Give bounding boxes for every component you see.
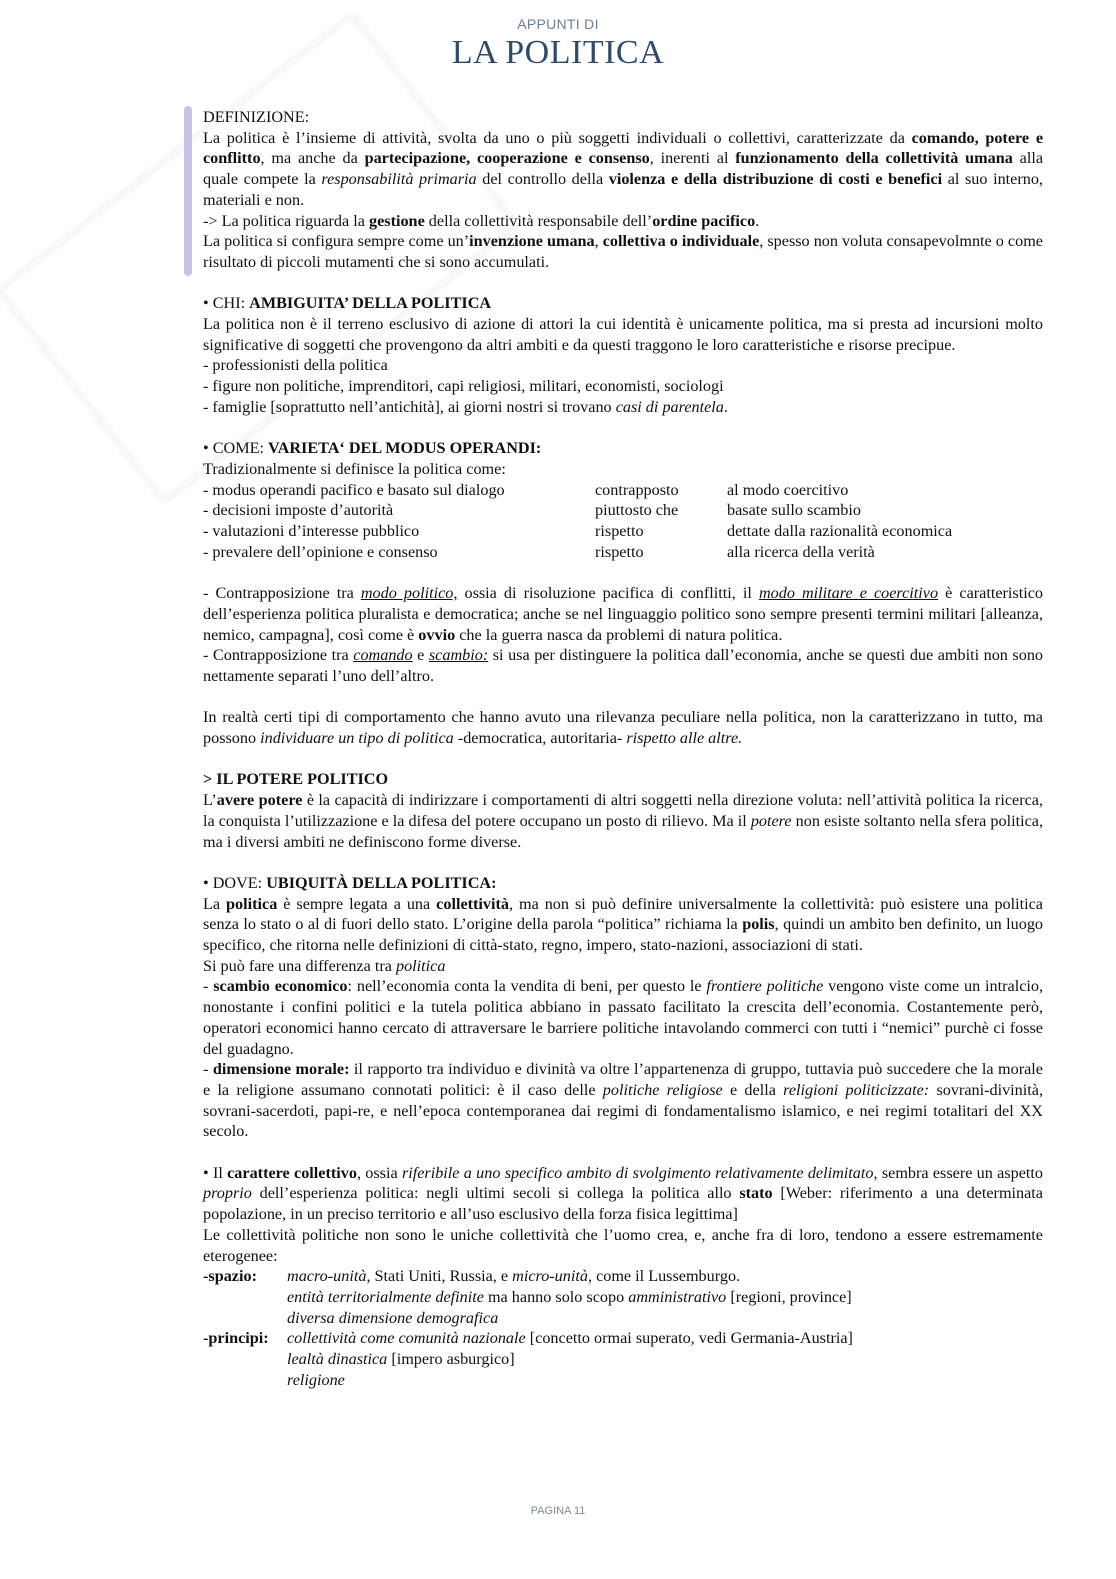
chi-list-item: - famiglie [soprattutto nell’antichità], ai giorni nostri si trovano casi di parentela. (203, 397, 728, 416)
dove-heading: • DOVE: UBIQUITÀ DELLA POLITICA: (203, 873, 497, 892)
come-paragraph-3: In realtà certi tipi di comportamento che hanno avuto una rilevanza peculiare nella politica, non la caratterizzano in tutto, ma possono individuare un tipo di politica -democratica, autoritaria- rispetto alle altre. (203, 708, 1043, 748)
come-intro: Tradizionalmente si definisce la politica come: (203, 459, 506, 478)
header-kicker: APPUNTI DI (517, 16, 599, 32)
table-cell: dettate dalla razionalità economica (727, 522, 953, 541)
table-cell: - modus operandi pacifico e basato sul dialogo (203, 480, 505, 499)
dove-paragraph-2: Si può fare una differenza tra politica (203, 956, 446, 975)
table-cell: rispetto (595, 522, 644, 541)
table-cell: contrapposto (595, 480, 679, 499)
potere-paragraph: L’avere potere è la capacità di indirizzare i comportamenti di altri soggetti nella direzione voluta: nell’attività politica la ricerca, la conquista l’utilizzazione e la difesa del potere occupano un posto di rilievo. Ma il potere non esiste soltanto nella sfera politica, ma i diversi ambiti ne definiscono forme diverse. (203, 791, 1043, 851)
collettivo-paragraph-2: Le collettività politiche non sono le uniche collettività che l’uomo crea, e, anche fra di loro, tendono a essere estremamente eterogenee: (203, 1225, 1043, 1265)
list-item: entità territorialmente definite ma hanno solo scopo amministrativo [regioni, province] (287, 1287, 852, 1306)
page-number: PAGINA 11 (530, 1505, 586, 1517)
table-cell: - valutazioni d’interesse pubblico (203, 522, 420, 541)
dove-paragraph-3: - scambio economico: nell’economia conta la vendita di beni, per questo le frontiere politiche vengono viste come un intralcio, nonostante i confini politici e la tutela politica abbiano in passato facilitato la crescita dell’economia. Costantemente però, operatori economici hanno cercato di attraversare le barriere politiche intavolando commerci con tutti i “nemici” purchè ci fosse del guadagno. (203, 977, 1044, 1058)
list-item: macro-unità, Stati Uniti, Russia, e micro-unità, come il Lussemburgo. (287, 1267, 741, 1286)
collettivo-paragraph-1: • Il carattere collettivo, ossia riferibile a uno specifico ambito di svolgimento relativamente delimitato, sembra essere un aspetto proprio dell’esperienza politica: negli ultimi secoli si collega la politica allo stato [Weber: riferimento a una determinata popolazione, in un preciso territorio e all’uso esclusivo della forza fisica legittima] (203, 1163, 1044, 1224)
document-body (203, 107, 1043, 1390)
chi-heading: • CHI: AMBIGUITA’ DELLA POLITICA (203, 294, 492, 313)
modus-operandi-table (203, 480, 1043, 563)
list-item: religione (287, 1370, 345, 1389)
page-title: LA POLITICA (451, 34, 665, 71)
definition-highlight-bar (184, 106, 192, 276)
definizione-paragraph-2: -> La politica riguarda la gestione della collettività responsabile dell’ordine pacifico. (203, 211, 760, 230)
spazio-list (287, 1266, 1043, 1328)
definizione-heading: DEFINIZIONE: (203, 108, 310, 126)
list-item: diversa dimensione demografica (287, 1308, 499, 1327)
table-cell: - prevalere dell’opinione e consenso (203, 542, 438, 561)
chi-paragraph: La politica non è il terreno esclusivo di azione di attori la cui identità è unicamente politica, ma si presta ad incursioni molto significative di soggetti che provengono da altri ambiti e da questi traggono le loro caratteristiche e risorse precipue. (203, 315, 1043, 354)
table-cell: al modo coercitivo (727, 480, 849, 499)
principi-block (203, 1328, 1043, 1390)
spazio-block (203, 1266, 1043, 1328)
spazio-label: -spazio: (203, 1267, 257, 1286)
table-cell: alla ricerca della verità (727, 542, 875, 561)
list-item: lealtà dinastica [impero asburgico] (287, 1350, 515, 1369)
page-header (0, 16, 1116, 72)
chi-list-item: - figure non politiche, imprenditori, capi religiosi, militari, economisti, sociologi (203, 377, 724, 396)
come-paragraph-1: - Contrapposizione tra modo politico, ossia di risoluzione pacifica di conflitti, il modo militare e coercitivo è caratteristico dell’esperienza politica pluralista e democratica; anche se nel linguaggio politico sono sempre presenti termini militari [alleanza, nemico, campagna], così come è ovvio che la guerra nasca da problemi di natura politica. (203, 584, 1043, 644)
table-cell: rispetto (595, 542, 644, 561)
dove-paragraph-4: - dimensione morale: il rapporto tra individuo e divinità va oltre l’appartenenza di gruppo, tuttavia può succedere che la morale e la religione assumano connotati politici: è il caso delle politiche religiose e della religioni politicizzate: sovrani-divinità, sovrani-sacerdoti, papi-re, e nell’epoca contemporanea dai regimi di fondamentalismo islamico, e nei regimi totalitari del XX secolo. (203, 1060, 1043, 1141)
definizione-paragraph-3: La politica si configura sempre come un’invenzione umana, collettiva o individuale, spesso non voluta consapevolmnte o come risultato di piccoli mutamenti che si sono accumulati. (203, 232, 1043, 271)
chi-list-item: - professionisti della politica (203, 356, 388, 375)
definizione-paragraph-1: La politica è l’insieme di attività, svolta da uno o più soggetti individuali o collettivi, caratterizzate da comando, potere e conflitto, ma anche da partecipazione, cooperazione e consenso, inerenti al funzionamento della collettività umana alla quale compete la responsabilità primaria del controllo della violenza e della distribuzione di costi e benefici al suo interno, materiali e non. (203, 128, 1043, 209)
list-item: collettività come comunità nazionale [concetto ormai superato, vedi Germania-Austria] (287, 1329, 853, 1348)
table-cell: piuttosto che (595, 501, 679, 520)
table-cell: basate sullo scambio (727, 501, 861, 520)
dove-paragraph-1: La politica è sempre legata a una collettività, ma non si può definire universalmente la collettività: può esistere una politica senza lo stato o al di fuori dello stato. L’origine della parola “politica” richiama la polis, quindi un ambito ben definito, un luogo specifico, che ritorna nelle definizioni di città-stato, regno, impero, stato-nazioni, associazioni di stati. (203, 894, 1044, 955)
come-paragraph-2: - Contrapposizione tra comando e scambio: si usa per distinguere la politica dall’economia, anche se questi due ambiti non sono nettamente separati l’uno dell’altro. (203, 646, 1044, 685)
table-cell: - decisioni imposte d’autorità (203, 501, 394, 520)
potere-heading: > IL POTERE POLITICO (203, 770, 389, 789)
principi-label: -principi: (203, 1329, 269, 1348)
principi-list (287, 1328, 1043, 1390)
come-heading: • COME: VARIETA‘ DEL MODUS OPERANDI: (203, 439, 542, 458)
